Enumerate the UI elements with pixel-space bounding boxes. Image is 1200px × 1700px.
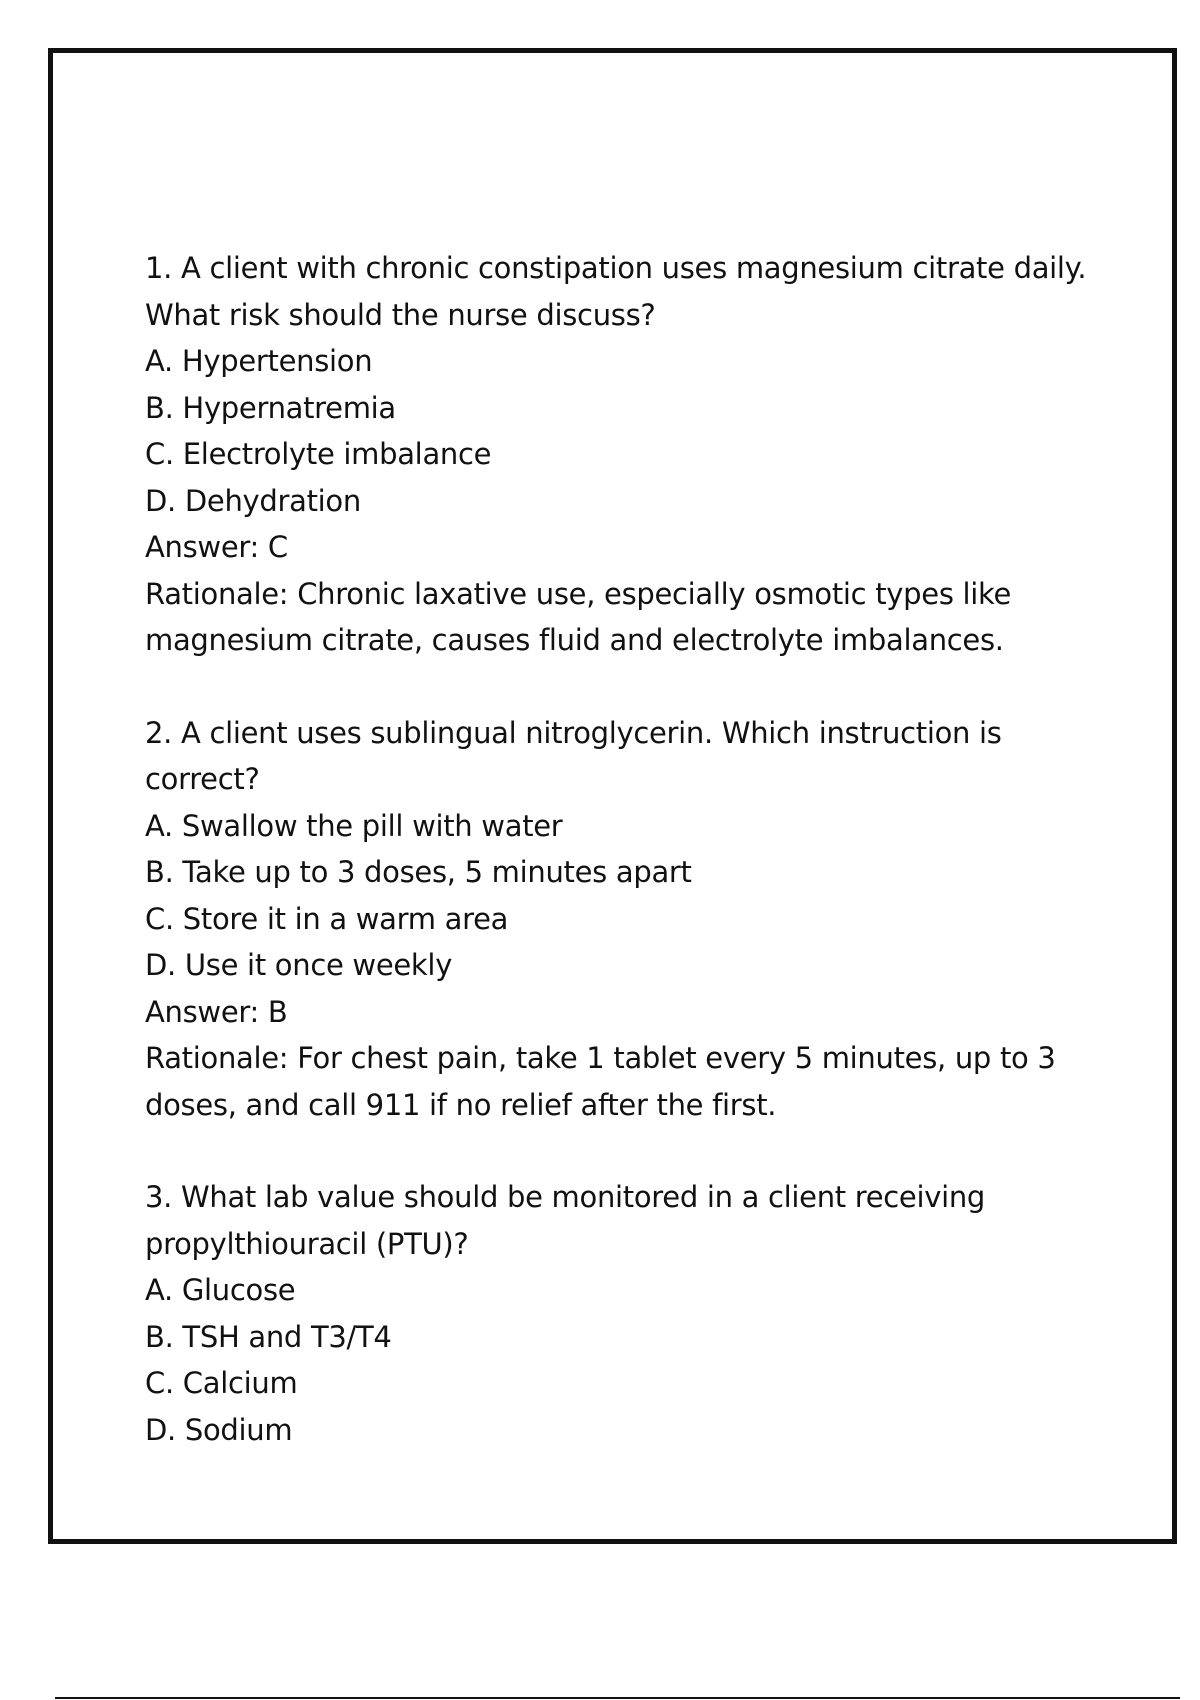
option-d: D. Dehydration bbox=[145, 483, 361, 518]
option-b: B. Hypernatremia bbox=[145, 390, 396, 425]
option-a: A. Swallow the pill with water bbox=[145, 808, 563, 843]
question-list bbox=[145, 245, 1105, 1453]
option-d: D. Sodium bbox=[145, 1412, 293, 1447]
option-a: A. Glucose bbox=[145, 1273, 296, 1307]
option-b: B. Take up to 3 doses, 5 minutes apart bbox=[145, 855, 692, 889]
answer: Answer: B bbox=[145, 994, 288, 1029]
question-stem: 2. A client uses sublingual nitroglycerin. Which instruction is bbox=[145, 715, 1002, 750]
rationale: doses, and call 911 if no relief after the first. bbox=[145, 1087, 777, 1122]
question-2 bbox=[145, 710, 1105, 1129]
question-stem: 3. What lab value should be monitored in a client receiving bbox=[145, 1180, 986, 1214]
option-d: D. Use it once weekly bbox=[145, 948, 453, 982]
option-c: C. Calcium bbox=[145, 1366, 298, 1400]
option-b: B. TSH and T3/T4 bbox=[145, 1319, 392, 1354]
bottom-rule bbox=[55, 1697, 1180, 1699]
question-3 bbox=[145, 1174, 1105, 1453]
rationale: magnesium citrate, causes fluid and electrolyte imbalances. bbox=[145, 623, 1004, 657]
answer: Answer: C bbox=[145, 530, 288, 564]
spacer bbox=[145, 1128, 1105, 1174]
rationale: Rationale: For chest pain, take 1 tablet every 5 minutes, up to 3 bbox=[145, 1041, 1056, 1075]
option-c: C. Electrolyte imbalance bbox=[145, 437, 492, 471]
option-c: C. Store it in a warm area bbox=[145, 901, 509, 936]
question-1 bbox=[145, 245, 1105, 664]
spacer bbox=[145, 664, 1105, 710]
rationale: Rationale: Chronic laxative use, especially osmotic types like bbox=[145, 576, 1012, 611]
question-stem: propylthiouracil (PTU)? bbox=[145, 1226, 469, 1261]
question-stem: What risk should the nurse discuss? bbox=[145, 297, 656, 332]
question-stem: correct? bbox=[145, 762, 260, 796]
question-stem: 1. A client with chronic constipation uses magnesium citrate daily. bbox=[145, 251, 1087, 285]
option-a: A. Hypertension bbox=[145, 344, 373, 378]
